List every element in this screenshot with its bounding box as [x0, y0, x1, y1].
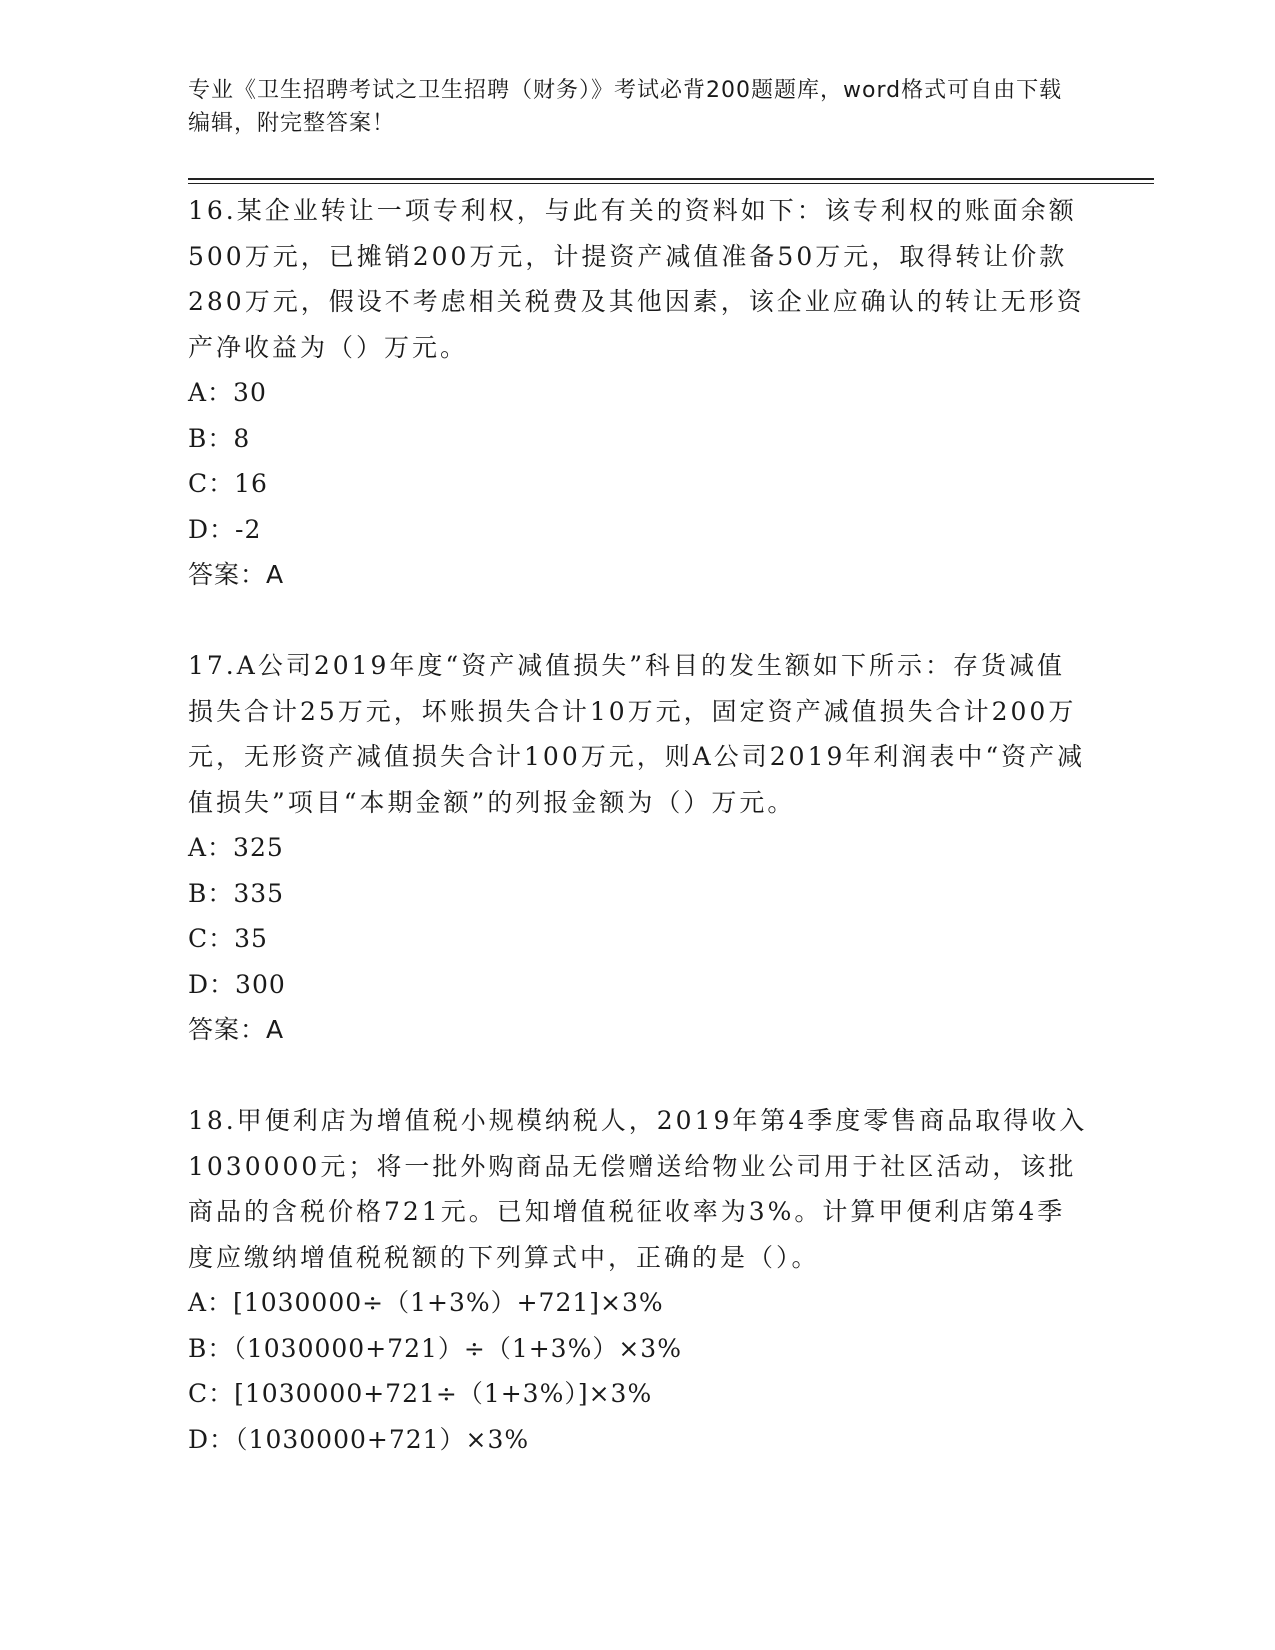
question-16 — [188, 188, 1088, 598]
option-b: B：335 — [188, 878, 285, 908]
option-c: C：[1030000+721÷（1+3%）]×3% — [188, 1379, 653, 1408]
document-header: 专业《卫生招聘考试之卫生招聘（财务）》考试必背200题题库，word格式可自由下载编辑，附完整答案！ — [188, 78, 1063, 136]
option-b: B：8 — [188, 423, 251, 453]
header-divider-thin — [188, 183, 1154, 184]
question-17 — [188, 643, 1088, 1053]
option-b: B：（1030000+721）÷（1+3%）×3% — [188, 1333, 682, 1363]
option-d: D：（1030000+721）×3% — [188, 1424, 530, 1454]
question-stem: 16.某企业转让一项专利权，与此有关的资料如下：该专利权的账面余额500万元，已摊销200万元，计提资产减值准备50万元，取得转让价款280万元，假设不考虑相关税费及其他因素，该企业应确认的转让无形资产净收益为（）万元。 — [188, 196, 1085, 362]
answer-line: 答案：A — [188, 1015, 285, 1044]
option-a: A：[1030000÷（1+3%）+721]×3% — [188, 1288, 664, 1317]
answer-line: 答案：A — [188, 560, 285, 589]
question-18 — [188, 1098, 1088, 1462]
question-stem: 17.A公司2019年度“资产减值损失”科目的发生额如下所示：存货减值损失合计25万元，坏账损失合计10万元，固定资产减值损失合计200万元，无形资产减值损失合计100万元，则A公司2019年利润表中“资产减值损失”项目“本期金额”的列报金额为（）万元。 — [188, 651, 1086, 817]
question-stem: 18.甲便利店为增值税小规模纳税人，2019年第4季度零售商品取得收入1030000元；将一批外购商品无偿赠送给物业公司用于社区活动，该批商品的含税价格721元。已知增值税征收率为3%。计算甲便利店第4季度应缴纳增值税税额的下列算式中，正确的是（）。 — [188, 1106, 1088, 1272]
option-d: D：300 — [188, 969, 286, 999]
option-a: A：30 — [188, 378, 267, 407]
header-divider-thick — [188, 178, 1154, 180]
option-a: A：325 — [188, 833, 284, 862]
option-d: D：-2 — [188, 514, 262, 544]
option-c: C：35 — [188, 924, 268, 953]
option-c: C：16 — [188, 469, 268, 498]
